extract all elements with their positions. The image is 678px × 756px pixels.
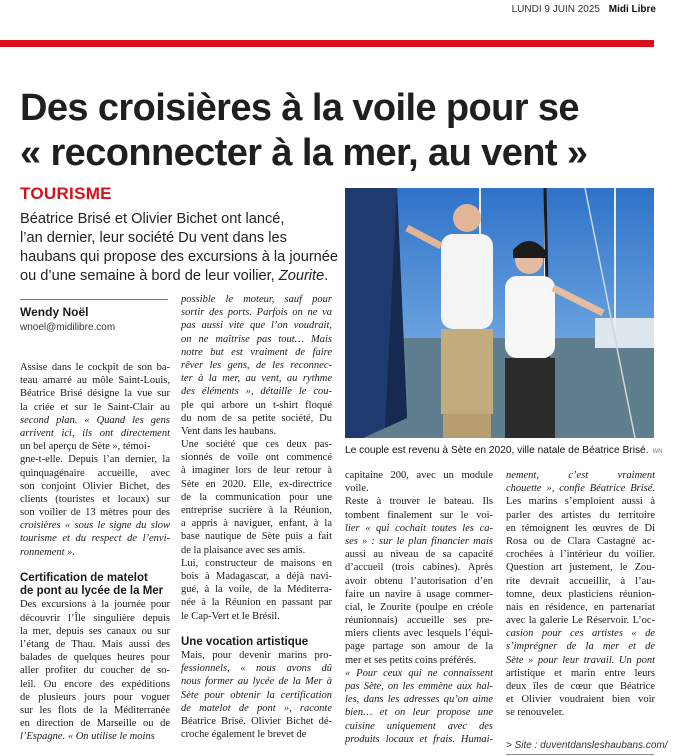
article-line: d’accueil (trois cabines). Après — [345, 562, 493, 574]
headline-line-1: Des croisières à la voile pour se — [20, 87, 579, 129]
article-line: tourisme et du respect de l’envi- — [20, 533, 170, 545]
article-line: la mer, depuis ses canaux ou sur — [20, 625, 170, 637]
article-line: pas aussi vite que l’on voudrait, — [181, 320, 332, 332]
article-line: nous former au lycée de la Mer à — [181, 676, 332, 688]
photo-caption — [345, 445, 663, 456]
newspaper-name: Midi Libre — [608, 4, 656, 15]
article-line: balades de quelques heures pour — [20, 652, 170, 664]
article-line: Vent dans les haubans. — [181, 425, 277, 437]
article-line: a appris à naviguer, enfant, à la — [181, 518, 332, 530]
article-line: aussi au niveau de sa capacité — [345, 549, 493, 561]
author-name: Wendy Noël — [20, 305, 89, 319]
article-line: croche également le brevet de — [181, 729, 307, 741]
article-photo — [345, 188, 654, 438]
article-line: crochées à l’intérieur du voilier. — [506, 549, 655, 561]
article-line: sur les flots de la Méditerranée — [20, 704, 170, 716]
author-email[interactable]: wnoel@midilibre.com — [20, 322, 116, 333]
article-line: cial, le Zourite (poulpe en créole — [345, 601, 493, 613]
article-line: Reste à trouver le bateau. Ils — [345, 496, 493, 508]
article-line: leil. Ou encore des expéditions — [20, 678, 170, 690]
boat-name: Zourite — [278, 268, 325, 284]
masthead — [512, 4, 656, 15]
article-line: Lui, constructeur de maisons en — [181, 557, 332, 569]
article-line: mer et ses petits coins préférés. — [345, 654, 477, 666]
article-line: de matelot de pont », raconte — [181, 702, 332, 714]
article-line: à imaginer lors de leur retour à — [181, 465, 332, 477]
article-line: Assise dans le cockpit de son ba- — [20, 362, 170, 373]
headline-line-2: « reconnecter à la mer, au vent » — [20, 132, 588, 174]
article-line: Béatrice Brisé. Olivier Bichet dé- — [181, 716, 332, 727]
article-line: l’étang de Thau. Mais aussi des — [20, 638, 170, 650]
article-lead — [20, 210, 339, 286]
article-line: clients (touristes et locaux) sur — [20, 493, 170, 505]
article-line: un bel aperçu de Sète », témoi- — [20, 441, 151, 453]
lead-line: Béatrice Brisé et Olivier Bichet ont lancé, — [20, 211, 285, 227]
article-line: tomne, deux plasticiens réunion- — [506, 588, 655, 600]
article-line: des éléments », détaille le cou- — [181, 386, 332, 398]
article-line: sortir des ports. Parfois on ne va — [181, 307, 332, 319]
header-red-bar — [0, 40, 654, 47]
article-line: base nautique de Sète puis a fait — [181, 531, 332, 543]
article-line: croisières « sous le signe du slow — [20, 520, 170, 532]
article-line: fessionnels, « nous avons dû — [181, 663, 332, 675]
article-line: son conjoint Olivier Bichet, des — [20, 480, 170, 492]
article-line: nement, c’est vraiment — [506, 470, 655, 481]
article-line — [20, 559, 170, 572]
article-line: faire un navire à usage commer- — [345, 588, 493, 600]
article-line: cuisine uniquement avec des — [345, 720, 493, 732]
article-line: découvrir l’Île singulière depuis — [20, 612, 170, 624]
article-line: la criée et sur le Saint-Clair au — [20, 401, 170, 413]
article-line: tombent finalement sur le voi- — [345, 509, 493, 521]
article-line: se renouveler. — [506, 707, 565, 719]
article-line: pas Sète, on les emmène aux hal- — [345, 681, 493, 692]
article-line: réunionnais) accueille ses pre- — [345, 615, 493, 627]
article-line — [181, 623, 332, 636]
article-line: on ne maîtrise pas tout… Mais — [181, 333, 332, 345]
article-line: Question art justement, le Zou- — [506, 562, 655, 574]
caption-text: Le couple est revenu à Sète en 2020, ville natale de Béatrice Brisé. — [345, 445, 649, 456]
article-line: second plan. « Quand les gens — [20, 414, 170, 426]
article-line: s’imprégner de la mer et de — [506, 641, 655, 653]
article-line: Les marins s’emploient aussi à — [506, 496, 655, 508]
lead-text: . — [324, 268, 329, 284]
section-rubric: TOURISME — [20, 184, 112, 203]
article-line: Rosa ou de Clara Castagné ac- — [506, 535, 655, 547]
article-line: quinquagénaire accueille, avec — [20, 467, 170, 479]
article-headline — [20, 86, 660, 176]
article-line: Mais, pour devenir marins pro- — [181, 650, 332, 662]
article-line: nais en résidence, en partenariat — [506, 601, 655, 613]
article-line: arrivent ici, ils ont directement — [20, 427, 170, 439]
article-line: voile. — [345, 483, 369, 495]
article-line: en témoignent les œuvres de Di — [506, 522, 655, 534]
article-line: en direction de Marseille ou de — [20, 718, 170, 730]
article-line: aller profiter du coucher de so- — [20, 665, 170, 677]
article-line: avoir obtenu l’autorisation d’en — [345, 575, 493, 587]
article-line: de la communication pour une — [181, 491, 332, 503]
article-line: lier « qui cochait toutes les ca- — [345, 522, 493, 534]
article-line: les, dans les adresses qu’on aime — [345, 694, 493, 706]
lead-line: haubans qui propose des excursions à la journée — [20, 249, 339, 265]
article-line: gne-t-elle. Depuis l’an dernier, la — [20, 454, 170, 466]
byline-divider — [20, 299, 168, 300]
article-line: sionnés de voile ont commencé — [181, 452, 332, 464]
article-line: casion pour ces artistes « de — [506, 628, 655, 640]
article-column-3 — [345, 469, 493, 746]
article-line: teau amarré au môle Saint-Louis, — [20, 375, 170, 387]
article-line: deux îles de cœur que Béatrice — [506, 681, 655, 692]
article-line: née à la Réunion en passant par — [181, 597, 332, 609]
article-line: artistique et marin entre leurs — [506, 667, 655, 679]
issue-date: LUNDI 9 JUIN 2025 — [511, 4, 600, 15]
article-line: chouette », confie Béatrice Brisé. — [506, 483, 655, 495]
article-line: avec la galerie Le Réservoir. L’oc- — [506, 615, 655, 627]
subheading: Une vocation artistique — [181, 635, 309, 648]
article-line: Des excursions à la journée pour — [20, 599, 170, 611]
article-line: bien… et on leur propose une — [345, 707, 493, 719]
article-line: notre but est vraiment de faire — [181, 346, 332, 358]
article-line: Sète pour obtenir la certification — [181, 689, 332, 701]
article-line: miers clients avec lesquels l’équi- — [345, 628, 493, 640]
article-line: Sète » pour leur travail. Un pont — [506, 654, 655, 666]
article-column-4 — [506, 469, 655, 720]
article-line: possible le moteur, sauf pour — [181, 294, 332, 305]
article-line: l’Espagne. « On utilise le moins — [20, 731, 155, 743]
article-line: rite devrait accueillir, à l’au- — [506, 575, 655, 587]
article-column-2 — [181, 293, 332, 741]
subheading: Certification de matelot — [20, 572, 148, 584]
article-line: page partage son amour de la — [345, 641, 493, 653]
article-line: ronnement ». — [20, 546, 76, 558]
lead-line — [20, 267, 335, 286]
article-line: du nom de sa petite société, Du — [181, 412, 332, 424]
article-line: Béatrice Brisé désigne la vue sur — [20, 388, 170, 400]
article-line: son voilier de 13 mètres pour des — [20, 507, 170, 519]
article-line: parler des artistes du territoire — [506, 509, 655, 521]
website-link[interactable]: > Site : duventdansleshaubans.com/ — [506, 740, 668, 751]
article-line: ter à la mer, au vent, au rythme — [181, 373, 332, 385]
subheading: de pont au lycée de la Mer — [20, 585, 164, 598]
article-line: ses » : sur le plan financier mais — [345, 535, 493, 547]
photo-illustration — [345, 188, 654, 438]
footer-rule — [506, 754, 654, 755]
article-line: Une société que ces deux pas- — [181, 439, 332, 451]
article-line: ple qui arbore un t-shirt floqué — [181, 399, 332, 411]
article-line: rêver les gens, de les reconnec- — [181, 359, 332, 371]
article-line: capitaine 200, avec un module — [345, 470, 493, 481]
article-line: produits locaux et frais. Humai- — [345, 733, 493, 745]
article-line: de la plaisance avec ses amis. — [181, 544, 306, 556]
article-line: entreprise sucrière à la Réunion, — [181, 505, 332, 516]
article-line: « Pour ceux qui ne connaissent — [345, 667, 493, 679]
article-line: bois à Madagascar, a déjà navi- — [181, 570, 332, 582]
article-line: de plusieurs jours pour voguer — [20, 691, 170, 703]
lead-text: ou d’une semaine à bord de leur voilier, — [20, 268, 279, 284]
lead-line: l’an dernier, leur société Du vent dans les — [20, 230, 287, 246]
photo-credit: WN — [652, 449, 663, 455]
article-line: le Cap-Vert et le Brésil. — [181, 610, 280, 622]
article-line: gué, à la voile, de la Méditerra- — [181, 584, 332, 596]
article-line: Sète en 2020. Elle, ex-directrice — [181, 478, 332, 490]
article-column-1 — [20, 361, 170, 743]
article-line: et Olivier voudraient bien voir — [506, 694, 655, 706]
